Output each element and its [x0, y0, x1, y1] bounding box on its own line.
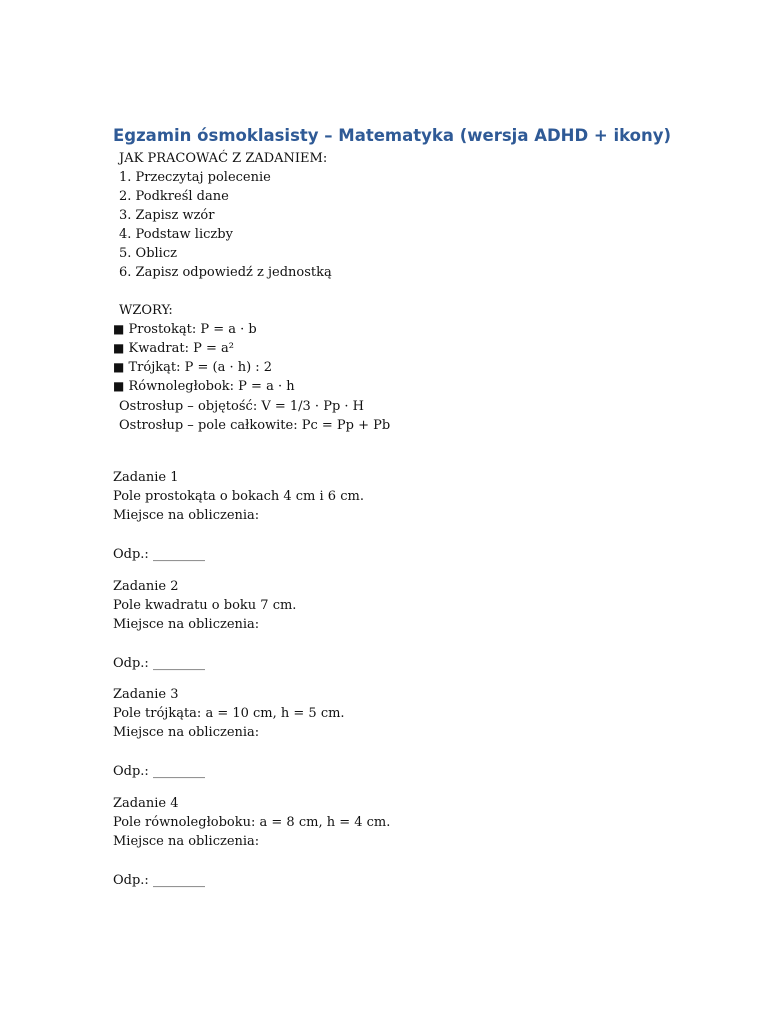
square-bullet-icon: ■ [113, 379, 125, 393]
formula-item [113, 358, 272, 377]
square-bullet-icon: ■ [113, 360, 125, 374]
formulas-heading: WZORY: [119, 303, 173, 318]
formula-pyramid-volume: Ostrosłup – objętość: V = 1/3 · Pp · H [119, 399, 364, 414]
formula-square: Kwadrat: P = a² [128, 341, 234, 356]
task-title: Zadanie 4 [113, 796, 179, 811]
task-answer-line: Odp.: ________ [113, 547, 205, 562]
instruction-step-1: 1. Przeczytaj polecenie [119, 170, 271, 185]
task-answer-line: Odp.: ________ [113, 656, 205, 671]
task-title: Zadanie 2 [113, 579, 179, 594]
instruction-step-5: 5. Oblicz [119, 246, 177, 261]
square-bullet-icon: ■ [113, 322, 125, 336]
formula-triangle: Trójkąt: P = (a · h) : 2 [128, 360, 273, 375]
task-text: Pole prostokąta o bokach 4 cm i 6 cm. [113, 489, 364, 504]
task-work-label: Miejsce na obliczenia: [113, 834, 260, 849]
task-text: Pole równoległoboku: a = 8 cm, h = 4 cm. [113, 815, 391, 830]
document-title: Egzamin ósmoklasisty – Matematyka (wersja ADHD + ikony) [113, 126, 672, 145]
formula-item [113, 377, 295, 396]
formula-parallelogram: Równoległobok: P = a · h [128, 379, 295, 394]
instructions-heading: JAK PRACOWAĆ Z ZADANIEM: [119, 151, 328, 166]
formula-rectangle: Prostokąt: P = a · b [128, 322, 257, 337]
formula-item [113, 339, 234, 358]
task-title: Zadanie 3 [113, 687, 179, 702]
instruction-step-2: 2. Podkreśl dane [119, 189, 229, 204]
task-work-label: Miejsce na obliczenia: [113, 617, 260, 632]
instruction-step-6: 6. Zapisz odpowiedź z jednostką [119, 265, 332, 280]
task-text: Pole kwadratu o boku 7 cm. [113, 598, 297, 613]
task-text: Pole trójkąta: a = 10 cm, h = 5 cm. [113, 706, 345, 721]
instruction-step-4: 4. Podstaw liczby [119, 227, 233, 242]
task-title: Zadanie 1 [113, 470, 179, 485]
formula-pyramid-surface: Ostrosłup – pole całkowite: Pc = Pp + Pb [119, 418, 391, 433]
task-work-label: Miejsce na obliczenia: [113, 508, 260, 523]
instruction-step-3: 3. Zapisz wzór [119, 208, 215, 223]
task-work-label: Miejsce na obliczenia: [113, 725, 260, 740]
square-bullet-icon: ■ [113, 341, 125, 355]
formula-item [113, 320, 257, 339]
task-answer-line: Odp.: ________ [113, 764, 205, 779]
task-answer-line: Odp.: ________ [113, 873, 205, 888]
